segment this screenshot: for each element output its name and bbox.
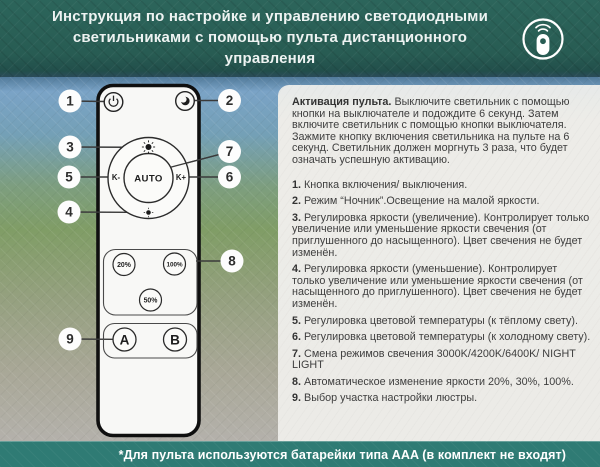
list-item: 6. Регулировка цветовой температуры (к холодному свету). xyxy=(292,331,591,344)
svg-text:4: 4 xyxy=(65,204,73,220)
svg-text:3: 3 xyxy=(66,139,74,155)
svg-text:6: 6 xyxy=(225,169,234,185)
wifi-arc-large xyxy=(536,24,550,27)
list-item: 3. Регулировка яркости (увеличение). Контролирует только увеличение или уменьшение яркости свечения (от приглушенного до насыщенного). Цвет свечения не будет изменён. xyxy=(292,211,590,259)
content-area xyxy=(0,77,600,441)
zone-a-label: A xyxy=(119,332,130,348)
svg-text:1: 1 xyxy=(66,93,74,109)
list-item: 1. Кнопка включения/ выключения. xyxy=(292,178,468,191)
k-minus-label: K- xyxy=(111,173,121,182)
svg-text:5: 5 xyxy=(65,169,73,185)
instructions-panel xyxy=(278,85,600,441)
wifi-arc-small xyxy=(539,29,548,31)
remote-control-icon xyxy=(520,9,566,69)
zone-b-label: B xyxy=(170,332,180,348)
activation-paragraph xyxy=(292,97,592,167)
callout-9 xyxy=(59,328,82,351)
callout-8 xyxy=(221,250,244,273)
preset-20-label: 20% xyxy=(117,262,131,269)
remote-dot-glyph xyxy=(540,38,546,44)
instruction-list xyxy=(292,180,592,406)
page-title xyxy=(0,6,514,71)
svg-text:9: 9 xyxy=(66,331,74,347)
power-button xyxy=(104,93,123,112)
list-item: 5. Регулировка цветовой температуры (к тёплому свету). xyxy=(292,314,578,327)
page-title-line2: светильниками с помощью пульта дистанционного управления xyxy=(72,29,468,67)
page-title-line1: Инструкция по настройке и управлению светодиодными xyxy=(51,8,489,25)
preset-50-label: 50% xyxy=(143,297,158,305)
night-mode-button xyxy=(176,92,195,111)
preset-100-label: 100% xyxy=(166,261,183,269)
brightness-up-icon xyxy=(142,140,155,153)
callout-1 xyxy=(59,90,82,113)
battery-note: *Для пульта используются батарейки типа AAA (в комплект не входят) xyxy=(118,447,566,462)
k-plus-label: K+ xyxy=(175,173,187,182)
callout-3 xyxy=(59,136,82,159)
activation-title: Активация пульта. xyxy=(292,96,392,108)
auto-button-label: AUTO xyxy=(134,173,163,185)
footer xyxy=(0,441,600,467)
remote-body-glyph xyxy=(537,34,550,55)
callout-4 xyxy=(58,201,81,224)
remote-illustration xyxy=(0,77,278,441)
callout-6 xyxy=(218,166,241,189)
list-item: 9. Выбор участка настройки люстры. xyxy=(292,392,478,405)
svg-text:7: 7 xyxy=(225,144,234,160)
callout-7 xyxy=(218,140,241,163)
list-item: 7. Смена режимов свечения 3000K/4200K/6400K/ NIGHT LIGHT xyxy=(292,347,576,372)
list-item: 2. Режим “Ночник”.Освещение на малой яркости. xyxy=(292,195,540,208)
svg-text:2: 2 xyxy=(225,93,234,109)
list-item: 4. Регулировка яркости (уменьшение). Контролирует только увеличение или уменьшение яркости свечения (от насыщенного до приглушенного). Цвет свечения не будет изменён. xyxy=(292,263,583,310)
activation-text: Выключите светильник с помощью кнопки на выключателе и подождите 6 секунд. Затем включите светильник с помощью кнопки выключателя. Зажмите кнопку включения светильника на пульте на 6 секунд. Светильник должен моргнуть 3 раза, что будет означать успешную активацию. xyxy=(292,96,570,166)
list-item: 8. Автоматическое изменение яркости 20%, 30%, 100%. xyxy=(292,375,574,388)
svg-text:8: 8 xyxy=(228,253,236,269)
header xyxy=(0,0,600,77)
callout-2 xyxy=(218,89,241,112)
callout-5 xyxy=(58,166,81,189)
